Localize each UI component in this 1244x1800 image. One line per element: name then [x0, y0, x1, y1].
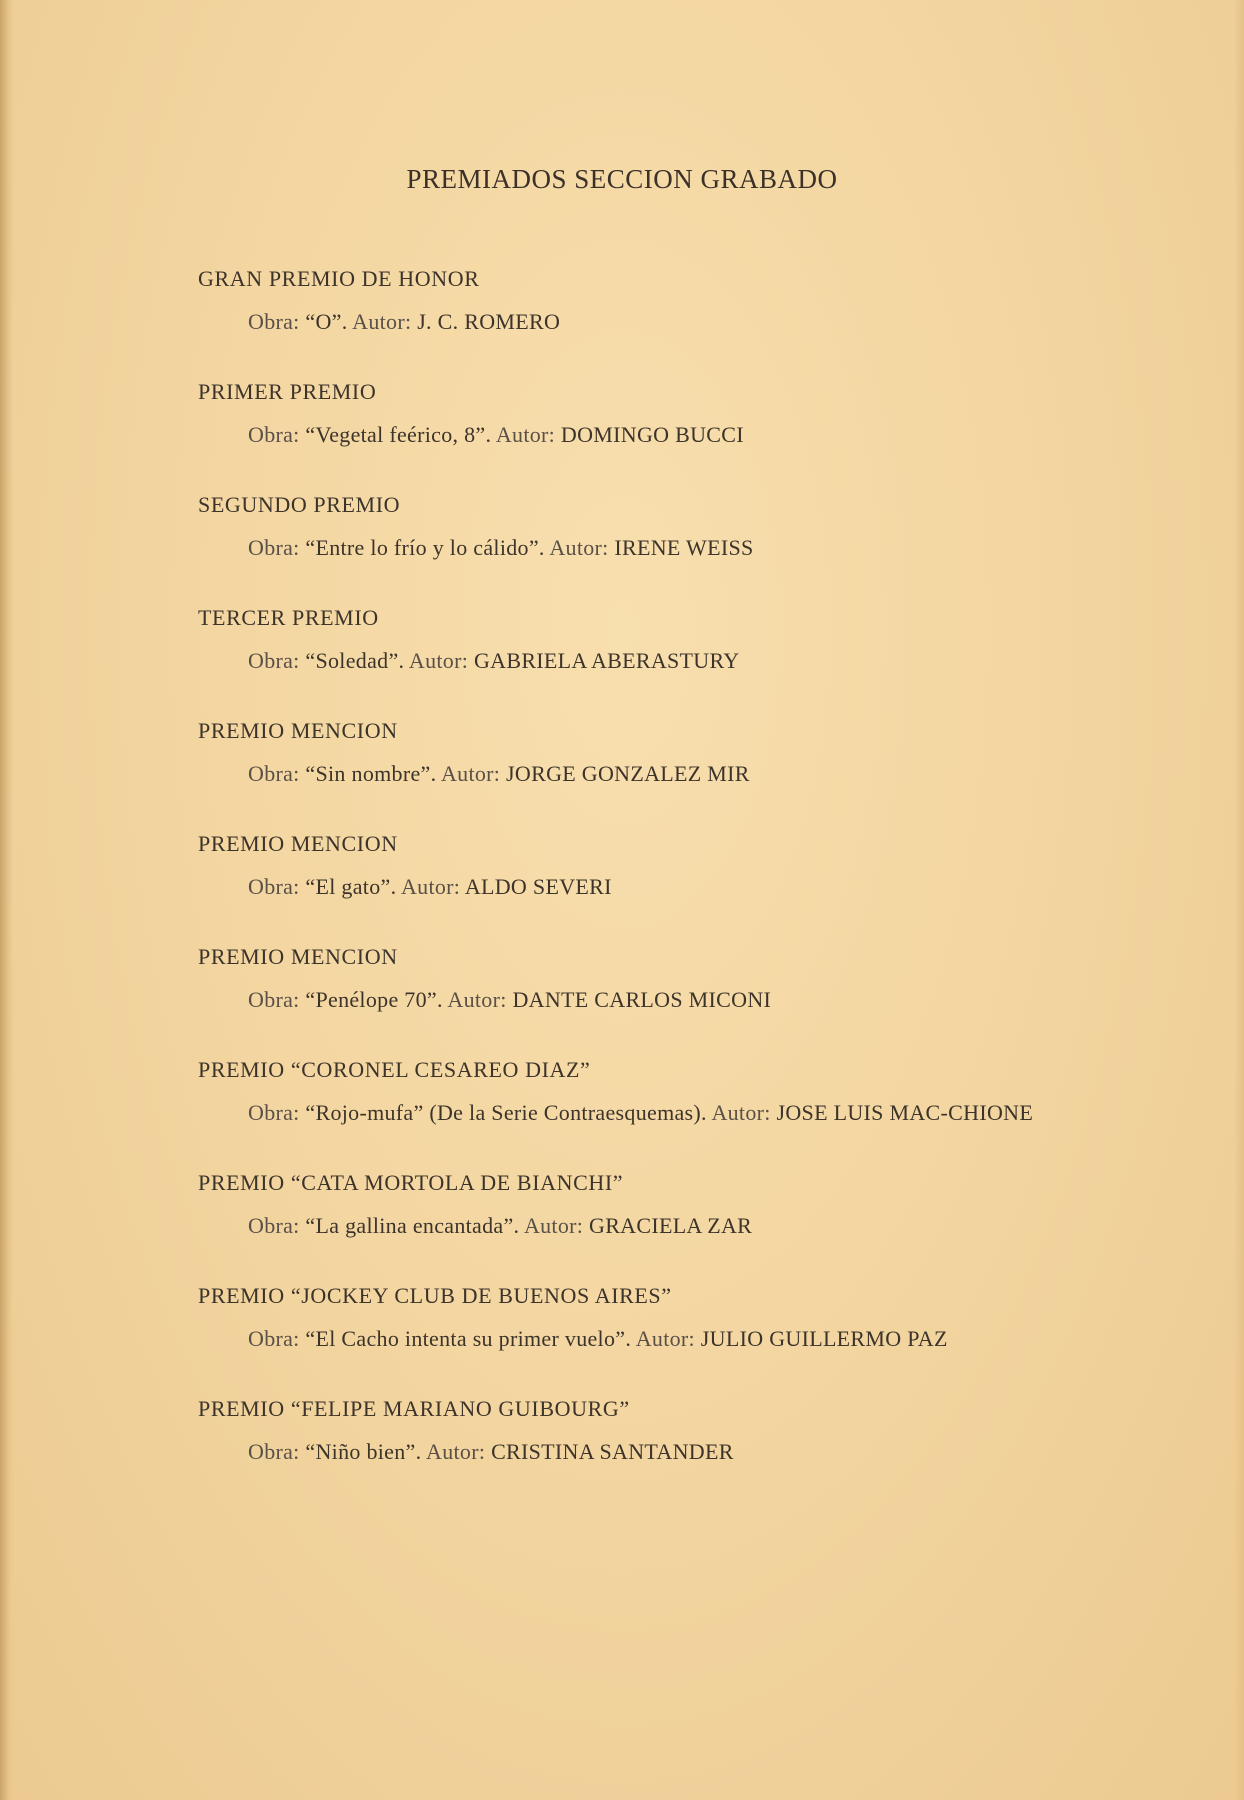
obra-label: Obra:	[248, 422, 300, 447]
award-entry	[198, 1055, 1098, 1128]
author-name: J. C. ROMERO	[417, 309, 561, 334]
page-title: PREMIADOS SECCION GRABADO	[406, 164, 838, 194]
obra-label: Obra:	[248, 309, 300, 334]
autor-label: Autor:	[711, 1100, 771, 1125]
autor-label: Autor:	[400, 874, 461, 899]
obra-label: Obra:	[248, 874, 300, 899]
obra-label: Obra:	[248, 761, 300, 786]
award-entry	[198, 829, 1098, 902]
obra-label: Obra:	[248, 1213, 300, 1238]
author-name: GRACIELA ZAR	[589, 1213, 753, 1238]
award-title: GRAN PREMIO DE HONOR	[198, 266, 480, 291]
award-entry	[198, 490, 1098, 563]
page-edge-left	[0, 0, 14, 1800]
autor-label: Autor:	[549, 535, 609, 560]
award-entry	[198, 264, 1098, 337]
award-entry	[198, 1281, 1098, 1354]
work-title: “El Cacho intenta su primer vuelo”.	[305, 1326, 632, 1351]
page-edge-right	[1234, 0, 1244, 1800]
awards-list	[198, 264, 1098, 1507]
award-entry	[198, 942, 1098, 1015]
award-entry	[198, 377, 1098, 450]
award-title: SEGUNDO PREMIO	[198, 492, 401, 517]
work-title: “Vegetal feérico, 8”.	[305, 422, 492, 447]
obra-label: Obra:	[248, 987, 300, 1012]
autor-label: Autor:	[523, 1213, 584, 1238]
autor-label: Autor:	[440, 761, 501, 786]
work-title: “Soledad”.	[305, 648, 405, 673]
award-detail	[248, 1324, 1098, 1354]
award-title: PREMIO “CATA MORTOLA DE BIANCHI”	[198, 1170, 624, 1195]
autor-label: Autor:	[352, 309, 412, 334]
award-detail	[248, 759, 1098, 789]
autor-label: Autor:	[635, 1326, 695, 1351]
award-title: PREMIO “CORONEL CESAREO DIAZ”	[198, 1057, 591, 1082]
award-detail	[248, 646, 1098, 676]
author-name: JOSE LUIS MAC-CHIONE	[776, 1100, 1034, 1125]
work-title: “Penélope 70”.	[305, 987, 443, 1012]
award-title: PREMIO MENCION	[198, 944, 398, 969]
autor-label: Autor:	[408, 648, 469, 673]
author-name: JULIO GUILLERMO PAZ	[700, 1326, 948, 1351]
award-detail	[248, 1437, 1098, 1467]
work-title: “Rojo-mufa” (De la Serie Contraesquemas).	[305, 1100, 707, 1125]
work-title: “Entre lo frío y lo cálido”.	[305, 535, 545, 560]
award-detail	[248, 872, 1098, 902]
award-detail	[248, 533, 1098, 563]
obra-label: Obra:	[248, 1439, 300, 1464]
work-title: “Niño bien”.	[305, 1439, 422, 1464]
autor-label: Autor:	[426, 1439, 486, 1464]
work-title: “Sin nombre”.	[305, 761, 437, 786]
award-entry	[198, 603, 1098, 676]
author-name: JORGE GONZALEZ MIR	[506, 761, 750, 786]
author-name: DANTE CARLOS MICONI	[512, 987, 772, 1012]
obra-label: Obra:	[248, 648, 300, 673]
award-detail	[248, 1211, 1098, 1241]
author-name: ALDO SEVERI	[464, 874, 612, 899]
author-name: GABRIELA ABERASTURY	[473, 648, 740, 673]
award-title: PREMIO MENCION	[198, 831, 398, 856]
author-name: DOMINGO BUCCI	[560, 422, 744, 447]
work-title: “La gallina encantada”.	[305, 1213, 520, 1238]
award-title: PREMIO “FELIPE MARIANO GUIBOURG”	[198, 1396, 630, 1421]
award-detail	[248, 307, 1098, 337]
award-entry	[198, 1168, 1098, 1241]
work-title: “El gato”.	[305, 874, 397, 899]
autor-label: Autor:	[495, 422, 556, 447]
award-entry	[198, 716, 1098, 789]
award-detail	[248, 985, 1098, 1015]
award-title: PREMIO MENCION	[198, 718, 398, 743]
award-entry	[198, 1394, 1098, 1467]
award-title: PREMIO “JOCKEY CLUB DE BUENOS AIRES”	[198, 1283, 672, 1308]
author-name: CRISTINA SANTANDER	[491, 1439, 734, 1464]
obra-label: Obra:	[248, 535, 300, 560]
award-detail	[248, 420, 1098, 450]
author-name: IRENE WEISS	[614, 535, 754, 560]
award-title: TERCER PREMIO	[198, 605, 379, 630]
work-title: “O”.	[305, 309, 348, 334]
autor-label: Autor:	[447, 987, 507, 1012]
award-detail	[248, 1098, 1098, 1128]
award-title: PRIMER PREMIO	[198, 379, 377, 404]
obra-label: Obra:	[248, 1326, 300, 1351]
obra-label: Obra:	[248, 1100, 300, 1125]
